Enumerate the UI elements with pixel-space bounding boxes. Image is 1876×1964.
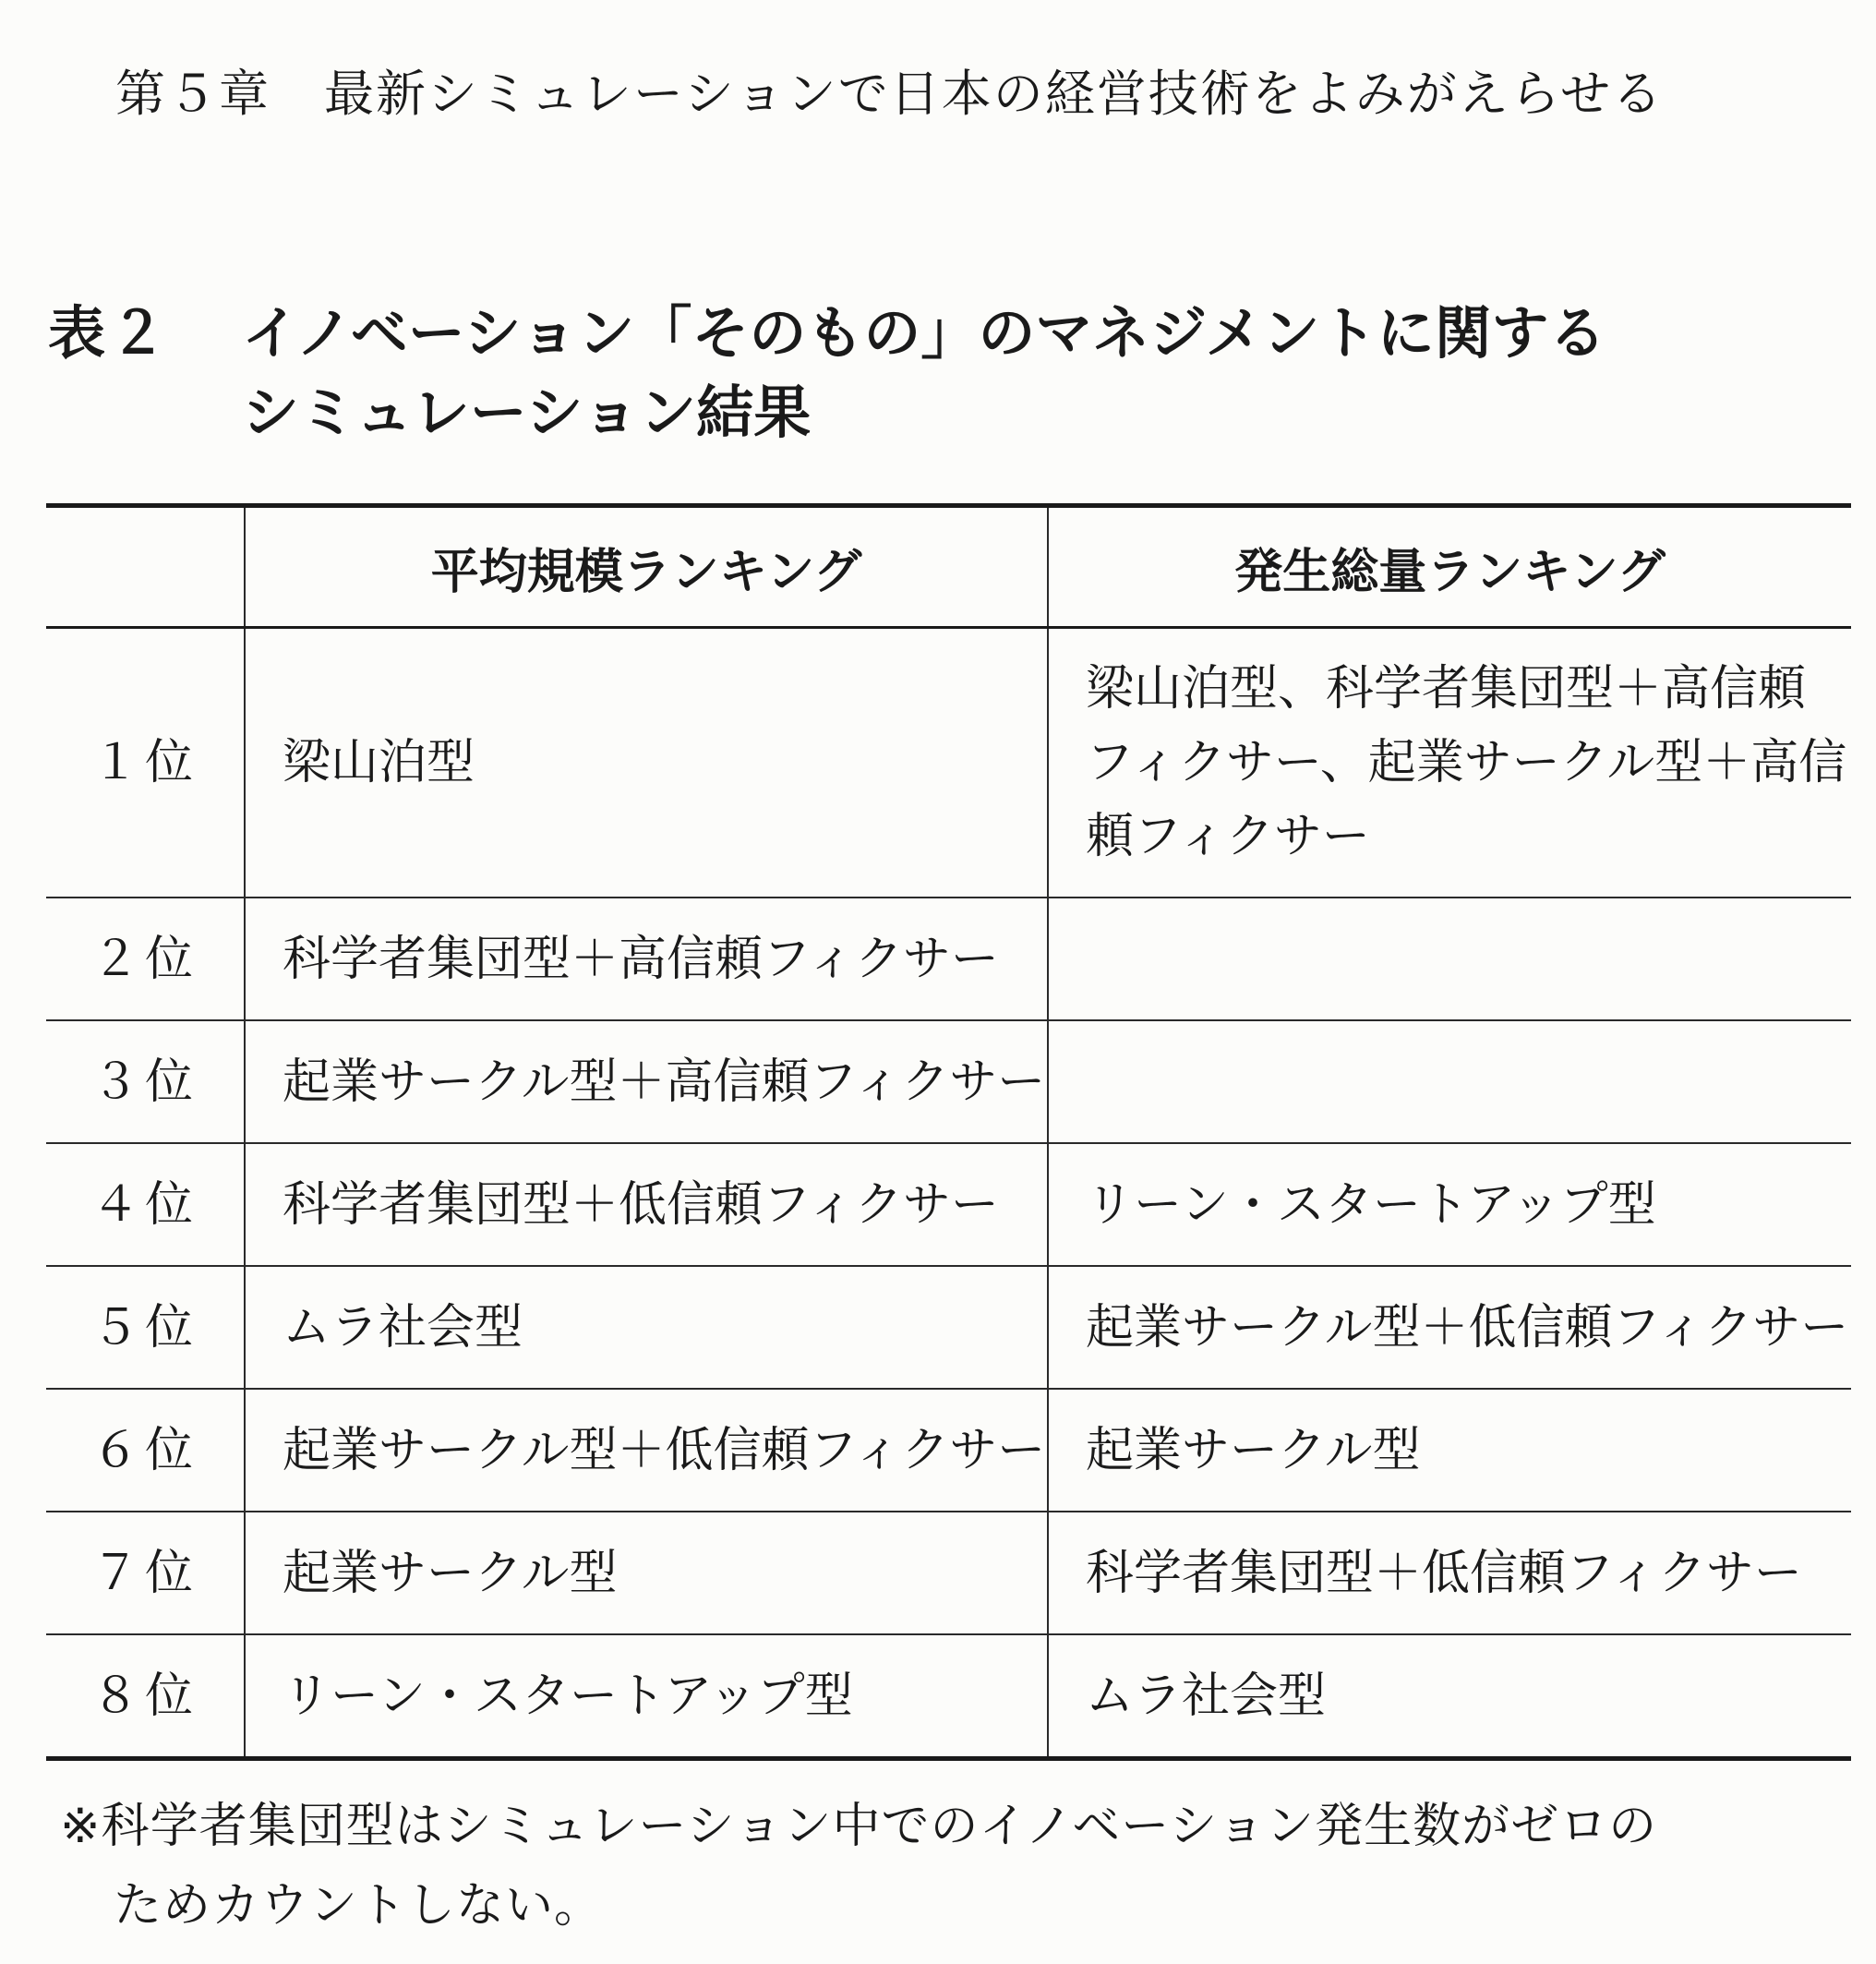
table-row — [46, 1020, 1851, 1143]
rank-cell: ３位 — [46, 1020, 245, 1143]
table-number: 表２ — [48, 299, 171, 367]
table-header-row — [46, 506, 1851, 628]
rank-cell: ５位 — [46, 1266, 245, 1389]
table-caption — [242, 294, 1605, 452]
table-caption-line1: イノベーション「そのもの」のマネジメントに関する — [242, 299, 1606, 367]
avg-scale-cell: 起業サークル型＋低信頼フィクサー — [245, 1389, 1048, 1512]
rank-cell: ４位 — [46, 1143, 245, 1266]
total-volume-cell: 梁山泊型、科学者集団型＋高信頼フィクサー、起業サークル型＋高信頼フィクサー — [1048, 628, 1851, 898]
total-volume-cell — [1048, 1020, 1851, 1143]
table-caption-line2: シミュレーション結果 — [242, 379, 812, 446]
rank-cell: ８位 — [46, 1634, 245, 1759]
total-volume-cell — [1048, 898, 1851, 1020]
results-table-wrap — [46, 503, 1851, 1761]
table-row — [46, 1143, 1851, 1266]
running-head — [115, 65, 1664, 125]
header-avg-scale: 平均規模ランキング — [245, 506, 1048, 628]
table-row — [46, 1634, 1851, 1759]
rank-cell: ６位 — [46, 1389, 245, 1512]
avg-scale-cell: ムラ社会型 — [245, 1266, 1048, 1389]
avg-scale-cell: 起業サークル型＋高信頼フィクサー — [245, 1020, 1048, 1143]
table-row — [46, 898, 1851, 1020]
total-volume-cell: リーン・スタートアップ型 — [1048, 1143, 1851, 1266]
footnote-line1: ※科学者集団型はシミュレーション中でのイノベーション発生数がゼロの — [60, 1799, 1658, 1854]
table-row — [46, 628, 1851, 898]
results-table — [46, 503, 1851, 1761]
avg-scale-cell: 科学者集団型＋低信頼フィクサー — [245, 1143, 1048, 1266]
avg-scale-cell: 起業サークル型 — [245, 1512, 1048, 1634]
rank-cell: ７位 — [46, 1512, 245, 1634]
avg-scale-cell: 科学者集団型＋高信頼フィクサー — [245, 898, 1048, 1020]
avg-scale-cell: リーン・スタートアップ型 — [245, 1634, 1048, 1759]
avg-scale-cell: 梁山泊型 — [245, 628, 1048, 898]
footnote-line2: ためカウントしない。 — [114, 1878, 604, 1934]
chapter-title: 最新シミュレーションで日本の経営技術をよみがえらせる — [324, 65, 1665, 123]
footnote — [60, 1787, 1860, 1946]
total-volume-cell: ムラ社会型 — [1048, 1634, 1851, 1759]
rank-cell: ２位 — [46, 898, 245, 1020]
rank-cell: １位 — [90, 735, 198, 790]
table-row — [46, 1512, 1851, 1634]
total-volume-cell: 科学者集団型＋低信頼フィクサー — [1048, 1512, 1851, 1634]
table-title — [48, 294, 1605, 452]
table-row — [46, 1266, 1851, 1389]
header-total-volume: 発生総量ランキング — [1048, 506, 1851, 628]
chapter-label: 第５章 — [115, 65, 271, 123]
table-row — [46, 1389, 1851, 1512]
header-rank — [46, 506, 245, 628]
total-volume-cell: 起業サークル型 — [1048, 1389, 1851, 1512]
total-volume-cell: 起業サークル型＋低信頼フィクサー — [1048, 1266, 1851, 1389]
